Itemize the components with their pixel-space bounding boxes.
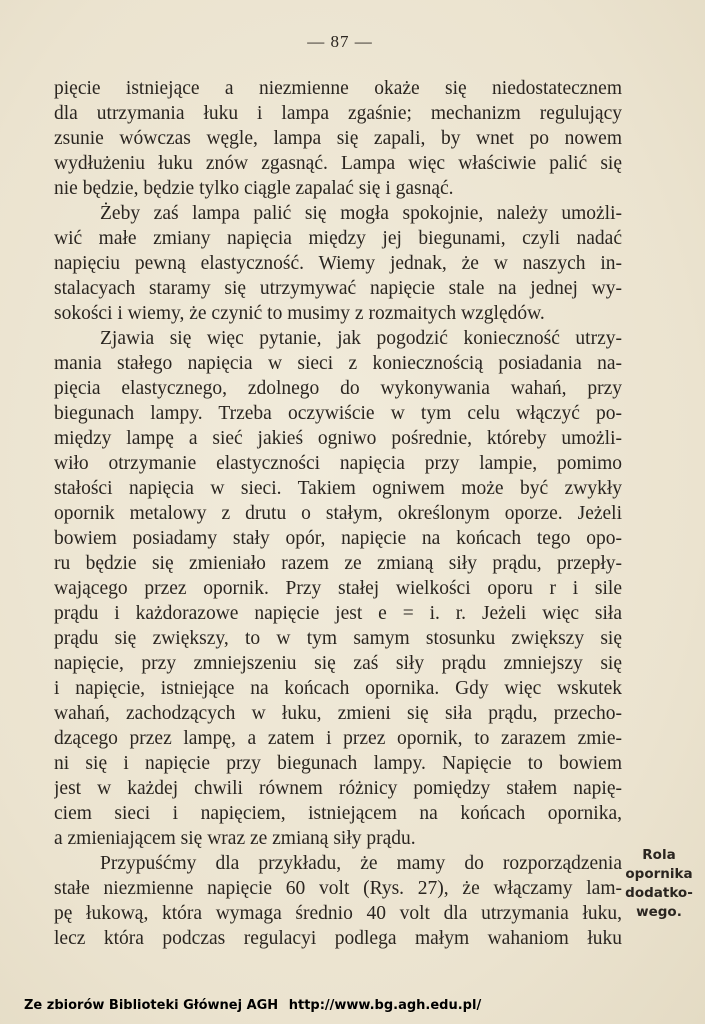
text-line: zsunie wówczas węgle, lampa się zapali, by wnet po nowem [54, 128, 622, 149]
text-line: biegunach lampy. Trzeba oczywiście w tym celu włączyć po- [54, 403, 622, 424]
text-line: wahań, zachodzących w łuku, zmieni się siła prądu, przecho- [54, 703, 622, 724]
text-line: pę łukową, która wymaga średnio 40 volt dla utrzymania łuku, [54, 903, 622, 924]
text-line: ciem sieci i napięciem, istniejącem na końcach opornika, [54, 803, 622, 824]
text-line: dla utrzymania łuku i lampa zgaśnie; mechanizm regulujący [54, 103, 622, 124]
body-text [54, 76, 622, 951]
text-line: wydłużeniu łuku znów zgasnąć. Lampa więc właściwie palić się [54, 153, 622, 174]
text-line: Żeby zaś lampa palić się mogła spokojnie, należy umożli- [100, 203, 622, 224]
text-line: Przypuśćmy dla przykładu, że mamy do rozporządzenia [100, 853, 622, 874]
page-number: — 87 — [307, 32, 373, 51]
text-line: wiło otrzymanie elastyczności napięcia przy lampie, pomimo [54, 453, 622, 474]
text-line: nie będzie, będzie tylko ciągle zapalać się i gasnąć. [54, 178, 454, 199]
footer-url[interactable]: http://www.bg.agh.edu.pl/ [288, 998, 482, 1013]
margin-note-line: opornika [625, 866, 693, 882]
text-line: dzącego przez lampę, a zatem i przez opornik, to zarazem zmie- [54, 728, 622, 749]
text-line: lecz która podczas regulacyi podlega małym wahaniom łuku [54, 928, 622, 949]
text-line: a zmieniającem się wraz ze zmianą siły prądu. [54, 828, 416, 849]
text-line: sokości i wiemy, że czynić to musimy z rozmaitych względów. [54, 303, 545, 324]
text-line: pięcia elastycznego, zdolnego do wykonywania wahań, przy [54, 378, 622, 399]
footer-credit [24, 998, 481, 1013]
text-line: pięcie istniejące a niezmienne okaże się niedostatecznem [54, 78, 622, 99]
text-line: między lampę a sieć jakieś ogniwo pośrednie, któreby umożli- [54, 428, 622, 449]
text-line: stałości napięcia w sieci. Takiem ogniwem może być zwykły [54, 478, 622, 499]
text-line: stałe niezmienne napięcie 60 volt (Rys. 27), że włączamy lam- [54, 878, 622, 899]
margin-note-line: Rola [642, 847, 676, 863]
text-line: bowiem posiadamy stały opór, napięcie na końcach tego opo- [54, 528, 622, 549]
text-line: napięcie, przy zmniejszeniu się zaś siły prądu zmniejszy się [54, 653, 622, 674]
text-line: napięciu pewną elastyczność. Wiemy jednak, że w naszych in- [54, 253, 622, 274]
text-line: opornik metalowy z drutu o stałym, określonym oporze. Jeżeli [54, 503, 622, 524]
margin-note [624, 846, 694, 922]
text-line: ru będzie się zmieniało razem ze zmianą siły prądu, przepły- [54, 553, 622, 574]
text-line: i napięcie, istniejące na końcach opornika. Gdy więc wskutek [54, 678, 622, 699]
text-line: Zjawia się więc pytanie, jak pogodzić konieczność utrzy- [100, 328, 622, 349]
text-line: prądu się zwiększy, to w tym samym stosunku zwiększy się [54, 628, 622, 649]
margin-note-line: dodatko- [625, 885, 693, 901]
text-line: prądu i każdorazowe napięcie jest e = i. r. Jeżeli więc siła [54, 603, 622, 624]
text-line: mania stałego napięcia w sieci z koniecznością posiadania na- [54, 353, 622, 374]
footer-source: Ze zbiorów Biblioteki Głównej AGH [24, 998, 279, 1013]
text-line: wającego przez opornik. Przy stałej wielkości oporu r i sile [54, 578, 622, 599]
text-line: stalacyach staramy się utrzymywać napięcie stale na jednej wy- [54, 278, 622, 299]
text-line: jest w każdej chwili równem różnicy pomiędzy stałem napię- [54, 778, 622, 799]
text-line: ni się i napięcie przy biegunach lampy. Napięcie to bowiem [54, 753, 622, 774]
text-line: wić małe zmiany napięcia między jej biegunami, czyli nadać [54, 228, 622, 249]
margin-note-line: wego. [636, 904, 682, 920]
